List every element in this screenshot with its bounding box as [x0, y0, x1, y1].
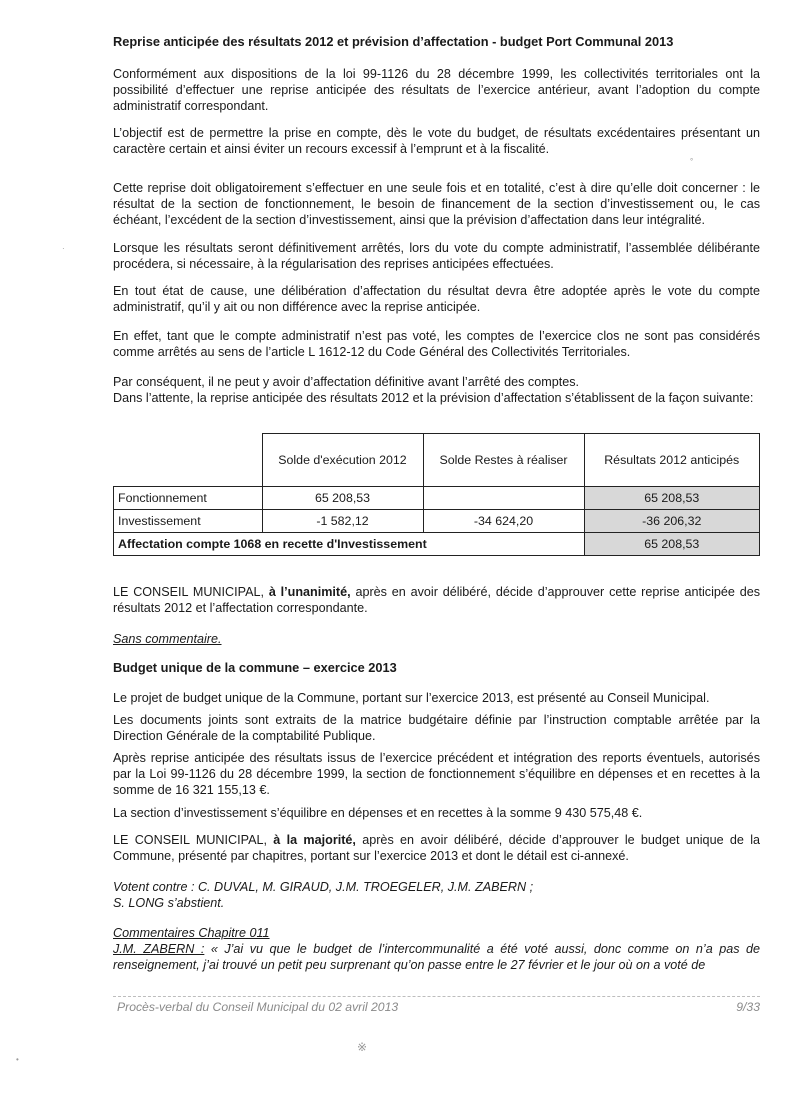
para-wrap-3: [113, 180, 760, 228]
scan-speck: •: [16, 1055, 19, 1064]
vote-abstain: S. LONG s’abstient.: [113, 896, 225, 910]
paragraph-deliberation: En tout état de cause, une délibération d’affectation du résultat devra être adoptée après le vote du compte administratif, qu’il y ait ou non différence avec la reprise anticipée.: [113, 284, 760, 314]
affectation-value: 65 208,53: [584, 533, 760, 556]
para-wrap-1: [113, 66, 760, 114]
decision-text: après en avoir délibéré, décide d’approuver le budget unique de la Commune, présenté par chapitres, portant sur l’exercice 2013 et dont le détail est ci-annexé.: [113, 833, 760, 863]
decision-text: après en avoir délibéré, décide d’approuver cette reprise anticipée des résultats 2012 et l’affectation correspondante.: [113, 585, 761, 615]
table-header-cell: Solde Restes à réaliser: [423, 434, 584, 487]
paragraph-budget-documents: Les documents joints sont extraits de la matrice budgétaire définie par l’instruction comptable arrêtée par la Direction Générale de la comptabilité Publique.: [113, 713, 760, 743]
cell-solde: 65 208,53: [262, 487, 423, 510]
section-budget-title-wrap: [113, 660, 760, 676]
table-header-cell: Solde d'exécution 2012: [262, 434, 423, 487]
row-label: Investissement: [114, 510, 263, 533]
comment-speaker: J.M. ZABERN :: [113, 942, 205, 956]
table-row: [114, 487, 760, 510]
decision-wrap-2: [113, 832, 760, 864]
table-header-row: [114, 434, 760, 487]
para-wrap-5: [113, 283, 760, 315]
decision-majorite: [113, 832, 760, 864]
page-footer: [117, 1000, 760, 1014]
table-row-affectation: [114, 533, 760, 556]
scan-speck: ※: [357, 1040, 368, 1054]
decision-unanimite: [113, 584, 760, 616]
comments-chapter-title: Commentaires Chapitre 011: [113, 926, 270, 940]
decision-subject: LE CONSEIL MUNICIPAL,: [113, 585, 264, 599]
budget-wrap-3: [113, 750, 760, 798]
section-port-title-wrap: [113, 34, 760, 50]
budget-wrap-1: [113, 690, 760, 706]
paragraph-attente: Dans l’attente, la reprise anticipée des résultats 2012 et la prévision d’affectation s’établissent de la façon suivante:: [113, 391, 754, 405]
results-table: [113, 433, 760, 556]
page-number: 9/33: [736, 1000, 760, 1014]
affectation-label: Affectation compte 1068 en recette d'Investissement: [114, 533, 585, 556]
decision-vote: à la majorité,: [273, 833, 356, 847]
para-wrap-7: [113, 374, 760, 406]
comment-quote: [113, 941, 760, 973]
paragraph-budget-project: Le projet de budget unique de la Commune, portant sur l’exercice 2013, est présenté au Conseil Municipal.: [113, 691, 710, 705]
paragraph-reprise: Cette reprise doit obligatoirement s’effectuer en une seule fois et en totalité, c’est à dire qu’elle doit concerner : le résultat de la section de fonctionnement, le besoin de financement de la section d’investissement ou, le cas échéant, l’excédent de la section d’investissement, ainsi que la prévision d’affectation dans leur intégralité.: [113, 181, 760, 227]
cell-solde: -1 582,12: [262, 510, 423, 533]
vote-against: Votent contre : C. DUVAL, M. GIRAUD, J.M. TROEGELER, J.M. ZABERN ;: [113, 880, 534, 894]
cell-resultat: -36 206,32: [584, 510, 760, 533]
table-corner-cell: [114, 434, 263, 487]
section-budget-title: Budget unique de la commune – exercice 2013: [113, 660, 397, 675]
decision-wrap-1: [113, 584, 760, 616]
cell-restes: -34 624,20: [423, 510, 584, 533]
comments-wrap: [113, 925, 760, 973]
paragraph-consequence: Par conséquent, il ne peut y avoir d’affectation définitive avant l’arrêté des comptes.: [113, 375, 580, 389]
footer-text: Procès-verbal du Conseil Municipal du 02 avril 2013: [117, 1000, 399, 1014]
decision-subject: LE CONSEIL MUNICIPAL,: [113, 833, 267, 847]
paragraph-compte-administratif: En effet, tant que le compte administratif n’est pas voté, les comptes de l’exercice clos ne sont pas considérés comme arrêtés au sens de l’article L 1612-12 du Code Général des Collectivités Territoriales.: [113, 329, 760, 359]
paragraph-objective: L’objectif est de permettre la prise en compte, dès le vote du budget, de résultats excédentaires présentant un caractère certain et ainsi éviter un recours excessif à l’emprunt et à la fiscalité.: [113, 126, 760, 156]
para-wrap-4: [113, 240, 760, 272]
scan-speck: °: [690, 157, 694, 166]
footer-divider: [113, 996, 760, 997]
table-row: [114, 510, 760, 533]
cell-restes: [423, 487, 584, 510]
section-port-title: Reprise anticipée des résultats 2012 et prévision d’affectation - budget Port Communal 2013: [113, 34, 674, 49]
paragraph-fonctionnement: Après reprise anticipée des résultats issus de l’exercice précédent et intégration des reports éventuels, autorisés par la Loi 99-1126 du 28 décembre 1999, la section de fonctionnement s’équilibre en dépenses et en recettes à la somme de 16 321 155,13 €.: [113, 751, 760, 797]
cell-resultat: 65 208,53: [584, 487, 760, 510]
budget-wrap-4: [113, 805, 760, 821]
paragraph-regularisation: Lorsque les résultats seront définitivement arrêtés, lors du vote du compte administratif, l’assemblée délibérante procédera, si nécessaire, à la régularisation des reprises anticipées effectuées.: [113, 241, 760, 271]
table-header-cell: Résultats 2012 anticipés: [584, 434, 760, 487]
comment-wrap-1: [113, 631, 760, 647]
para-wrap-6: [113, 328, 760, 360]
scan-speck: ·: [62, 244, 65, 253]
comment-text: « J’ai vu que le budget de l’intercommunalité a été voté aussi, donc comme on n’a pas de renseignement, j’ai trouvé un petit peu surprenant qu’on passe entre le 27 février et le jour où on a voté de: [113, 942, 760, 972]
no-comment: Sans commentaire.: [113, 632, 222, 646]
para-wrap-2: [113, 125, 760, 157]
paragraph-law: Conformément aux dispositions de la loi 99-1126 du 28 décembre 1999, les collectivités territoriales ont la possibilité d’effectuer une reprise anticipée des résultats de l’exercice antérieur, avant l’adoption du compte administratif correspondant.: [113, 67, 760, 113]
paragraph-investissement: La section d’investissement s’équilibre en dépenses et en recettes à la somme 9 430 575,48 €.: [113, 806, 643, 820]
decision-vote: à l’unanimité,: [268, 585, 351, 599]
row-label: Fonctionnement: [114, 487, 263, 510]
budget-wrap-2: [113, 712, 760, 744]
vote-wrap: [113, 879, 760, 911]
